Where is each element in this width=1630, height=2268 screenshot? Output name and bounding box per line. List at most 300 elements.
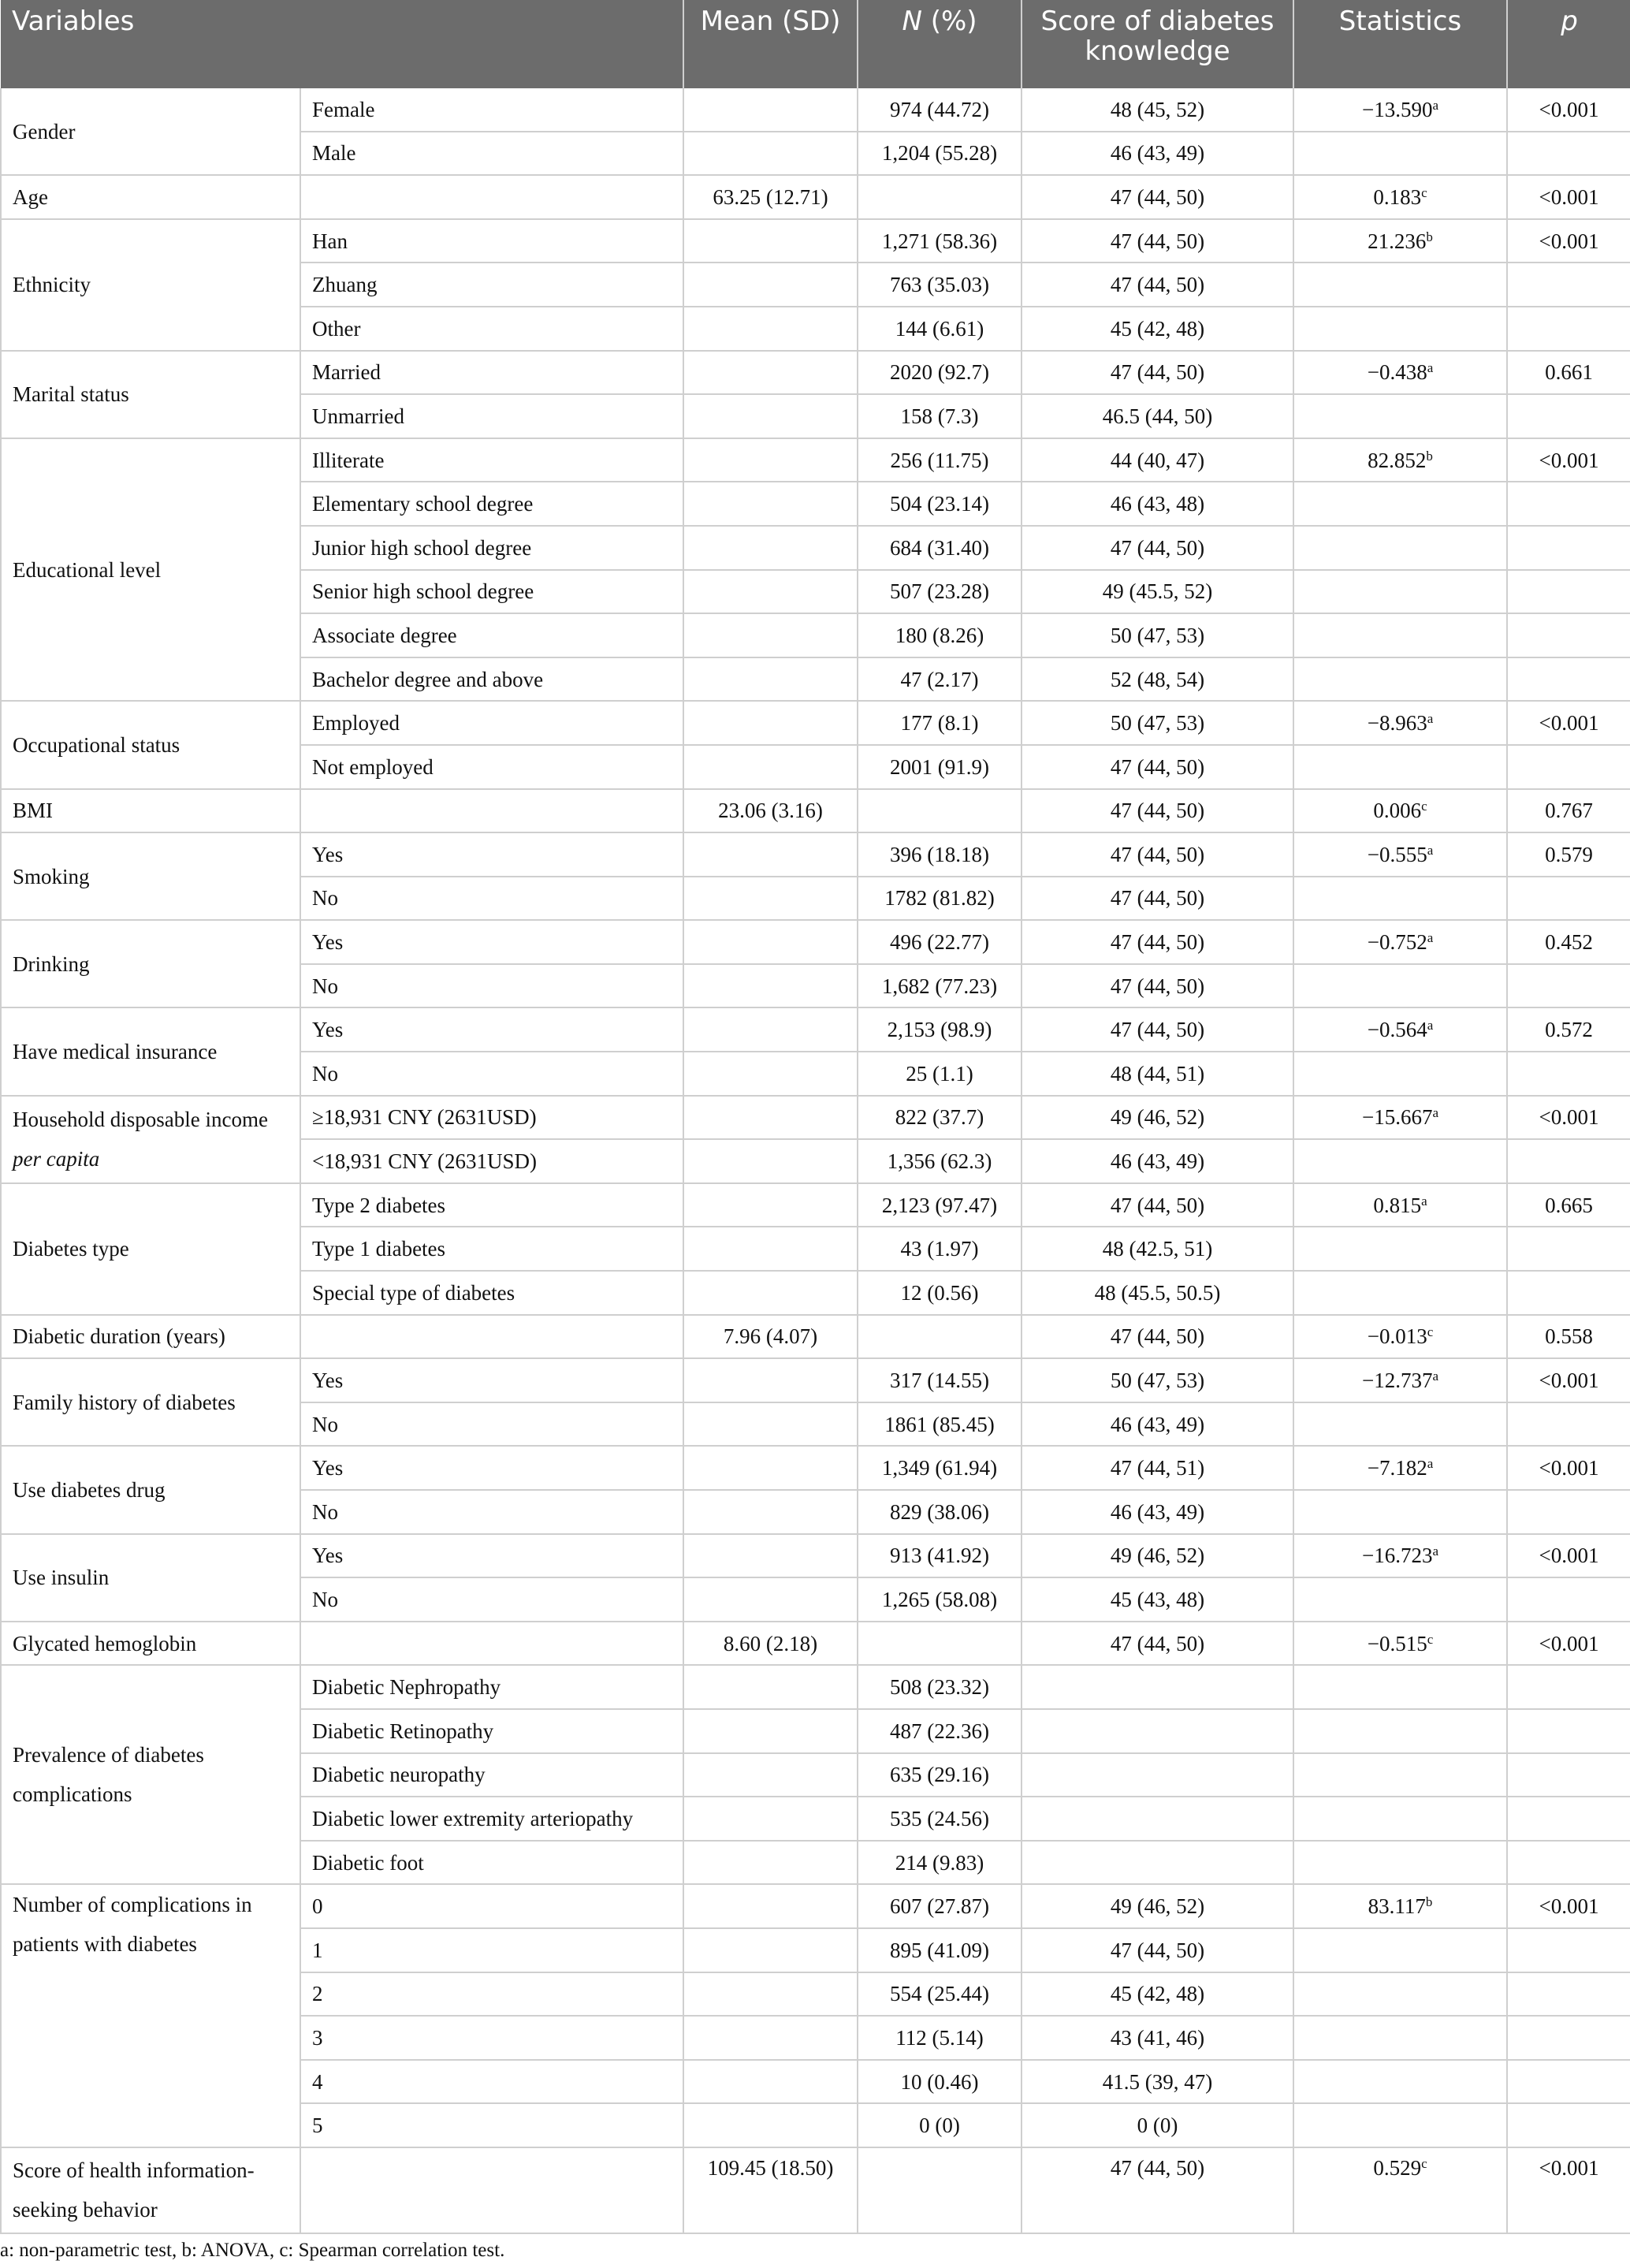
statistic-value: 0.529 <box>1373 2155 1422 2180</box>
n-percent-cell: 1861 (85.45) <box>858 1402 1022 1447</box>
statistics-cell <box>1293 1709 1507 1753</box>
header-variables: Variables <box>1 0 683 88</box>
n-percent-cell: 895 (41.09) <box>858 1928 1022 1972</box>
score-cell: 46 (43, 49) <box>1022 1402 1293 1447</box>
score-cell: 47 (44, 50) <box>1022 789 1293 833</box>
table-footnote: a: non-parametric test, b: ANOVA, c: Spearman correlation test. <box>0 2240 505 2261</box>
statistics-cell <box>1293 438 1507 482</box>
p-value-cell: <0.001 <box>1507 1358 1630 1402</box>
level-cell: Illiterate <box>300 438 683 482</box>
header-score: Score of diabetes knowledge <box>1022 0 1293 88</box>
statistics-cell <box>1293 2147 1507 2233</box>
mean-sd-cell <box>683 2060 858 2104</box>
variable-cell <box>1 1665 300 1884</box>
mean-sd-cell <box>683 1797 858 1841</box>
statistics-cell <box>1293 2016 1507 2060</box>
level-cell: Not employed <box>300 745 683 789</box>
p-value-cell <box>1507 1753 1630 1797</box>
variable-label: Use insulin <box>13 1566 110 1590</box>
n-percent-cell: 1,682 (77.23) <box>858 964 1022 1008</box>
score-cell <box>1022 1709 1293 1753</box>
mean-sd-cell <box>683 132 858 176</box>
score-cell: 47 (44, 50) <box>1022 219 1293 263</box>
variable-cell <box>1 175 300 219</box>
score-cell: 47 (44, 50) <box>1022 175 1293 219</box>
test-superscript: a <box>1432 1105 1439 1121</box>
score-cell: 47 (44, 50) <box>1022 526 1293 570</box>
score-cell: 49 (45.5, 52) <box>1022 570 1293 614</box>
header-n-italic: N <box>902 6 922 37</box>
mean-sd-cell <box>683 1052 858 1096</box>
table-row <box>1 920 1630 964</box>
mean-sd-cell <box>683 526 858 570</box>
level-cell: No <box>300 1490 683 1534</box>
level-cell: Special type of diabetes <box>300 1271 683 1315</box>
statistics-cell <box>1293 1972 1507 2017</box>
statistics-cell <box>1293 263 1507 307</box>
n-percent-cell: 829 (38.06) <box>858 1490 1022 1534</box>
test-superscript: a <box>1427 360 1434 376</box>
score-cell: 48 (42.5, 51) <box>1022 1227 1293 1271</box>
level-cell <box>300 1622 683 1666</box>
p-value-cell <box>1507 1972 1630 2017</box>
level-cell: 5 <box>300 2103 683 2147</box>
score-cell: 44 (40, 47) <box>1022 438 1293 482</box>
n-percent-cell: 256 (11.75) <box>858 438 1022 482</box>
score-cell <box>1022 1797 1293 1841</box>
variable-label: Glycated hemoglobin <box>13 1631 197 1655</box>
level-cell: 1 <box>300 1928 683 1972</box>
mean-sd-cell <box>683 2103 858 2147</box>
table-row <box>1 175 1630 219</box>
level-cell: Associate degree <box>300 613 683 657</box>
n-percent-cell: 822 (37.7) <box>858 1096 1022 1140</box>
n-percent-cell: 2,123 (97.47) <box>858 1183 1022 1227</box>
table-header <box>1 0 1630 88</box>
mean-sd-cell: 7.96 (4.07) <box>683 1315 858 1359</box>
table-row <box>1 88 1630 132</box>
test-superscript: a <box>1432 1544 1439 1559</box>
test-superscript: c <box>1421 2155 1427 2171</box>
level-cell: 4 <box>300 2060 683 2104</box>
n-percent-cell: 12 (0.56) <box>858 1271 1022 1315</box>
table-row <box>1 832 1630 877</box>
p-value-cell: 0.661 <box>1507 351 1630 395</box>
test-superscript: c <box>1421 799 1427 814</box>
header-statistics: Statistics <box>1293 0 1507 88</box>
level-cell: Type 2 diabetes <box>300 1183 683 1227</box>
mean-sd-cell <box>683 2016 858 2060</box>
header-n-suffix: (%) <box>921 6 977 37</box>
test-superscript: a <box>1432 97 1439 113</box>
mean-sd-cell <box>683 1928 858 1972</box>
variable-label: Diabetes type <box>13 1237 129 1261</box>
n-percent-cell: 554 (25.44) <box>858 1972 1022 2017</box>
statistics-cell <box>1293 1271 1507 1315</box>
header-n-percent <box>858 0 1022 88</box>
p-value-cell <box>1507 1490 1630 1534</box>
variable-cell <box>1 1096 300 1183</box>
n-percent-cell: 1,349 (61.94) <box>858 1446 1022 1490</box>
variable-cell <box>1 1884 300 2147</box>
n-percent-cell: 1,265 (58.08) <box>858 1577 1022 1622</box>
variable-cell <box>1 88 300 175</box>
n-percent-cell: 974 (44.72) <box>858 88 1022 132</box>
level-cell: Diabetic Retinopathy <box>300 1709 683 1753</box>
n-percent-cell: 763 (35.03) <box>858 263 1022 307</box>
statistics-cell <box>1293 877 1507 921</box>
mean-sd-cell <box>683 1096 858 1140</box>
p-value-cell <box>1507 394 1630 438</box>
p-value-cell: <0.001 <box>1507 219 1630 263</box>
mean-sd-cell <box>683 1884 858 1928</box>
level-cell: No <box>300 877 683 921</box>
table-body <box>1 88 1630 2233</box>
variable-label: Score of health information-seeking behavior <box>13 2158 255 2222</box>
variable-label: Occupational status <box>13 732 180 757</box>
mean-sd-cell <box>683 219 858 263</box>
variable-cell <box>1 1358 300 1446</box>
variable-label: Drinking <box>13 952 90 976</box>
mean-sd-cell <box>683 613 858 657</box>
test-superscript: b <box>1426 229 1433 244</box>
score-cell: 47 (44, 50) <box>1022 351 1293 395</box>
level-cell: Unmarried <box>300 394 683 438</box>
mean-sd-cell <box>683 1402 858 1447</box>
statistics-cell <box>1293 1402 1507 1447</box>
n-percent-cell: 2001 (91.9) <box>858 745 1022 789</box>
p-value-cell: <0.001 <box>1507 2147 1630 2233</box>
level-cell: Yes <box>300 1007 683 1052</box>
n-percent-cell <box>858 1315 1022 1359</box>
level-cell: Junior high school degree <box>300 526 683 570</box>
score-cell: 47 (44, 50) <box>1022 1315 1293 1359</box>
level-cell: Type 1 diabetes <box>300 1227 683 1271</box>
mean-sd-cell <box>683 1183 858 1227</box>
p-value-cell <box>1507 613 1630 657</box>
n-percent-cell: 43 (1.97) <box>858 1227 1022 1271</box>
test-superscript: c <box>1427 1631 1434 1647</box>
n-percent-cell: 504 (23.14) <box>858 482 1022 526</box>
p-value-cell: 0.558 <box>1507 1315 1630 1359</box>
score-cell: 45 (43, 48) <box>1022 1577 1293 1622</box>
level-cell: Diabetic Nephropathy <box>300 1665 683 1709</box>
variable-cell <box>1 1446 300 1533</box>
statistics-cell <box>1293 1753 1507 1797</box>
level-cell: Diabetic lower extremity arteriopathy <box>300 1797 683 1841</box>
statistics-cell <box>1293 1358 1507 1402</box>
variable-cell <box>1 2147 300 2233</box>
statistic-value: 0.006 <box>1373 799 1422 823</box>
variable-label-italic: per capita <box>13 1147 100 1171</box>
header-p-italic: p <box>1561 6 1578 37</box>
table-row <box>1 351 1630 395</box>
level-cell: Yes <box>300 832 683 877</box>
n-percent-cell: 317 (14.55) <box>858 1358 1022 1402</box>
score-cell <box>1022 1753 1293 1797</box>
p-value-cell: <0.001 <box>1507 1096 1630 1140</box>
test-superscript: c <box>1421 184 1427 200</box>
score-cell: 46 (43, 49) <box>1022 132 1293 176</box>
statistic-value: 0.183 <box>1373 184 1422 209</box>
score-cell: 47 (44, 50) <box>1022 1183 1293 1227</box>
level-cell <box>300 789 683 833</box>
p-value-cell <box>1507 2016 1630 2060</box>
n-percent-cell: 508 (23.32) <box>858 1665 1022 1709</box>
score-cell: 45 (42, 48) <box>1022 1972 1293 2017</box>
statistics-cell <box>1293 964 1507 1008</box>
mean-sd-cell <box>683 351 858 395</box>
mean-sd-cell <box>683 1490 858 1534</box>
level-cell: 2 <box>300 1972 683 2017</box>
p-value-cell <box>1507 482 1630 526</box>
table-row <box>1 1446 1630 1490</box>
level-cell: Diabetic foot <box>300 1841 683 1885</box>
statistics-cell <box>1293 1183 1507 1227</box>
statistics-cell <box>1293 526 1507 570</box>
mean-sd-cell: 109.45 (18.50) <box>683 2147 858 2233</box>
statistics-cell <box>1293 1665 1507 1709</box>
mean-sd-cell: 23.06 (3.16) <box>683 789 858 833</box>
score-cell: 48 (45.5, 50.5) <box>1022 1271 1293 1315</box>
score-cell: 50 (47, 53) <box>1022 613 1293 657</box>
statistic-value: 83.117 <box>1368 1894 1426 1919</box>
statistics-cell <box>1293 88 1507 132</box>
statistics-cell <box>1293 1841 1507 1885</box>
level-cell <box>300 175 683 219</box>
p-value-cell <box>1507 1797 1630 1841</box>
p-value-cell <box>1507 1928 1630 1972</box>
variable-cell <box>1 920 300 1007</box>
mean-sd-cell <box>683 1007 858 1052</box>
p-value-cell <box>1507 1271 1630 1315</box>
table-row <box>1 438 1630 482</box>
score-cell: 48 (44, 51) <box>1022 1052 1293 1096</box>
score-cell: 47 (44, 50) <box>1022 920 1293 964</box>
variable-cell <box>1 832 300 920</box>
p-value-cell: 0.579 <box>1507 832 1630 877</box>
statistics-cell <box>1293 1052 1507 1096</box>
statistic-value: −0.438 <box>1367 360 1427 385</box>
statistics-cell <box>1293 789 1507 833</box>
statistics-cell <box>1293 1446 1507 1490</box>
test-superscript: a <box>1427 930 1434 946</box>
n-percent-cell: 913 (41.92) <box>858 1534 1022 1578</box>
statistics-cell <box>1293 1534 1507 1578</box>
mean-sd-cell <box>683 394 858 438</box>
statistics-cell <box>1293 1797 1507 1841</box>
statistic-value: −8.963 <box>1367 711 1427 736</box>
score-cell: 47 (44, 50) <box>1022 1622 1293 1666</box>
n-percent-cell: 496 (22.77) <box>858 920 1022 964</box>
statistics-cell <box>1293 307 1507 351</box>
score-cell <box>1022 1665 1293 1709</box>
p-value-cell: <0.001 <box>1507 438 1630 482</box>
variable-cell <box>1 1622 300 1666</box>
level-cell: Other <box>300 307 683 351</box>
variable-label: Number of complications in patients with diabetes <box>13 1893 252 1957</box>
score-cell: 46 (43, 48) <box>1022 482 1293 526</box>
n-percent-cell: 1,356 (62.3) <box>858 1139 1022 1183</box>
n-percent-cell <box>858 175 1022 219</box>
mean-sd-cell <box>683 1753 858 1797</box>
n-percent-cell: 1,204 (55.28) <box>858 132 1022 176</box>
level-cell: 0 <box>300 1884 683 1928</box>
statistic-value: 82.852 <box>1368 448 1427 472</box>
test-superscript: a <box>1432 1369 1439 1384</box>
level-cell: Zhuang <box>300 263 683 307</box>
table-row <box>1 701 1630 745</box>
n-percent-cell: 112 (5.14) <box>858 2016 1022 2060</box>
table-row <box>1 2147 1630 2233</box>
level-cell: <18,931 CNY (2631USD) <box>300 1139 683 1183</box>
p-value-cell <box>1507 745 1630 789</box>
statistic-value: −0.013 <box>1367 1324 1427 1349</box>
n-percent-cell: 684 (31.40) <box>858 526 1022 570</box>
statistic-value: 21.236 <box>1368 229 1427 253</box>
n-percent-cell: 507 (23.28) <box>858 570 1022 614</box>
mean-sd-cell <box>683 1709 858 1753</box>
n-percent-cell: 25 (1.1) <box>858 1052 1022 1096</box>
n-percent-cell: 2,153 (98.9) <box>858 1007 1022 1052</box>
statistic-value: −13.590 <box>1361 97 1433 121</box>
statistic-value: −0.555 <box>1367 842 1427 866</box>
variable-label: Diabetic duration (years) <box>13 1324 225 1349</box>
mean-sd-cell: 8.60 (2.18) <box>683 1622 858 1666</box>
level-cell: Married <box>300 351 683 395</box>
mean-sd-cell <box>683 307 858 351</box>
p-value-cell: 0.452 <box>1507 920 1630 964</box>
n-percent-cell: 607 (27.87) <box>858 1884 1022 1928</box>
p-value-cell: <0.001 <box>1507 1622 1630 1666</box>
p-value-cell <box>1507 1402 1630 1447</box>
statistics-cell <box>1293 175 1507 219</box>
statistics-cell <box>1293 351 1507 395</box>
mean-sd-cell <box>683 920 858 964</box>
variable-label: Have medical insurance <box>13 1040 218 1064</box>
p-value-cell <box>1507 877 1630 921</box>
score-cell: 47 (44, 50) <box>1022 964 1293 1008</box>
statistics-cell <box>1293 657 1507 702</box>
table-row <box>1 1315 1630 1359</box>
variable-label: Gender <box>13 119 76 143</box>
test-superscript: a <box>1427 1456 1434 1472</box>
variable-cell <box>1 1534 300 1622</box>
p-value-cell <box>1507 1841 1630 1885</box>
header-p <box>1507 0 1630 88</box>
variable-label: BMI <box>13 799 54 823</box>
score-cell: 45 (42, 48) <box>1022 307 1293 351</box>
statistic-value: −15.667 <box>1361 1105 1433 1130</box>
statistics-cell <box>1293 1227 1507 1271</box>
n-percent-cell: 158 (7.3) <box>858 394 1022 438</box>
table-row <box>1 1358 1630 1402</box>
test-superscript: a <box>1421 1193 1427 1208</box>
level-cell: No <box>300 1052 683 1096</box>
mean-sd-cell <box>683 1577 858 1622</box>
p-value-cell <box>1507 570 1630 614</box>
score-cell: 47 (44, 50) <box>1022 2147 1293 2233</box>
score-cell: 46.5 (44, 50) <box>1022 394 1293 438</box>
level-cell: Employed <box>300 701 683 745</box>
p-value-cell <box>1507 1052 1630 1096</box>
level-cell: Yes <box>300 1358 683 1402</box>
n-percent-cell: 10 (0.46) <box>858 2060 1022 2104</box>
p-value-cell <box>1507 263 1630 307</box>
n-percent-cell: 214 (9.83) <box>858 1841 1022 1885</box>
p-value-cell <box>1507 964 1630 1008</box>
n-percent-cell: 177 (8.1) <box>858 701 1022 745</box>
score-cell: 47 (44, 50) <box>1022 832 1293 877</box>
mean-sd-cell <box>683 88 858 132</box>
statistics-cell <box>1293 570 1507 614</box>
p-value-cell <box>1507 307 1630 351</box>
level-cell: Yes <box>300 1446 683 1490</box>
p-value-cell: <0.001 <box>1507 1534 1630 1578</box>
mean-sd-cell <box>683 964 858 1008</box>
statistics-cell <box>1293 1096 1507 1140</box>
test-superscript: a <box>1427 842 1434 858</box>
p-value-cell <box>1507 2103 1630 2147</box>
variable-label: Ethnicity <box>13 273 91 297</box>
mean-sd-cell <box>683 832 858 877</box>
variable-cell <box>1 351 300 438</box>
test-superscript: a <box>1427 1018 1434 1033</box>
p-value-cell <box>1507 526 1630 570</box>
score-cell: 46 (43, 49) <box>1022 1490 1293 1534</box>
variable-cell <box>1 438 300 702</box>
statistic-value: −12.737 <box>1361 1369 1433 1393</box>
table-row <box>1 219 1630 263</box>
level-cell: No <box>300 1577 683 1622</box>
score-cell: 49 (46, 52) <box>1022 1534 1293 1578</box>
statistic-value: −7.182 <box>1367 1456 1427 1480</box>
mean-sd-cell <box>683 877 858 921</box>
level-cell: Han <box>300 219 683 263</box>
mean-sd-cell <box>683 701 858 745</box>
variable-label: Household disposable income <box>13 1108 268 1132</box>
mean-sd-cell <box>683 1358 858 1402</box>
n-percent-cell: 144 (6.61) <box>858 307 1022 351</box>
statistic-value: −0.564 <box>1367 1018 1427 1042</box>
table-row <box>1 1534 1630 1578</box>
n-percent-cell: 396 (18.18) <box>858 832 1022 877</box>
p-value-cell <box>1507 1227 1630 1271</box>
p-value-cell <box>1507 657 1630 702</box>
statistics-cell <box>1293 1315 1507 1359</box>
mean-sd-cell <box>683 263 858 307</box>
level-cell: Elementary school degree <box>300 482 683 526</box>
table-row <box>1 1622 1630 1666</box>
statistics-cell <box>1293 1884 1507 1928</box>
mean-sd-cell <box>683 1534 858 1578</box>
statistics-cell <box>1293 1622 1507 1666</box>
score-cell: 47 (44, 51) <box>1022 1446 1293 1490</box>
variable-label: Use diabetes drug <box>13 1478 166 1502</box>
level-cell <box>300 2147 683 2233</box>
mean-sd-cell <box>683 1841 858 1885</box>
score-cell: 47 (44, 50) <box>1022 877 1293 921</box>
score-cell: 47 (44, 50) <box>1022 1928 1293 1972</box>
p-value-cell: <0.001 <box>1507 88 1630 132</box>
score-cell: 47 (44, 50) <box>1022 1007 1293 1052</box>
variable-label: Educational level <box>13 557 162 582</box>
table-row <box>1 1884 1630 1928</box>
n-percent-cell: 1,271 (58.36) <box>858 219 1022 263</box>
variable-label: Prevalence of diabetes complications <box>13 1743 204 1807</box>
mean-sd-cell <box>683 745 858 789</box>
level-cell: Senior high school degree <box>300 570 683 614</box>
